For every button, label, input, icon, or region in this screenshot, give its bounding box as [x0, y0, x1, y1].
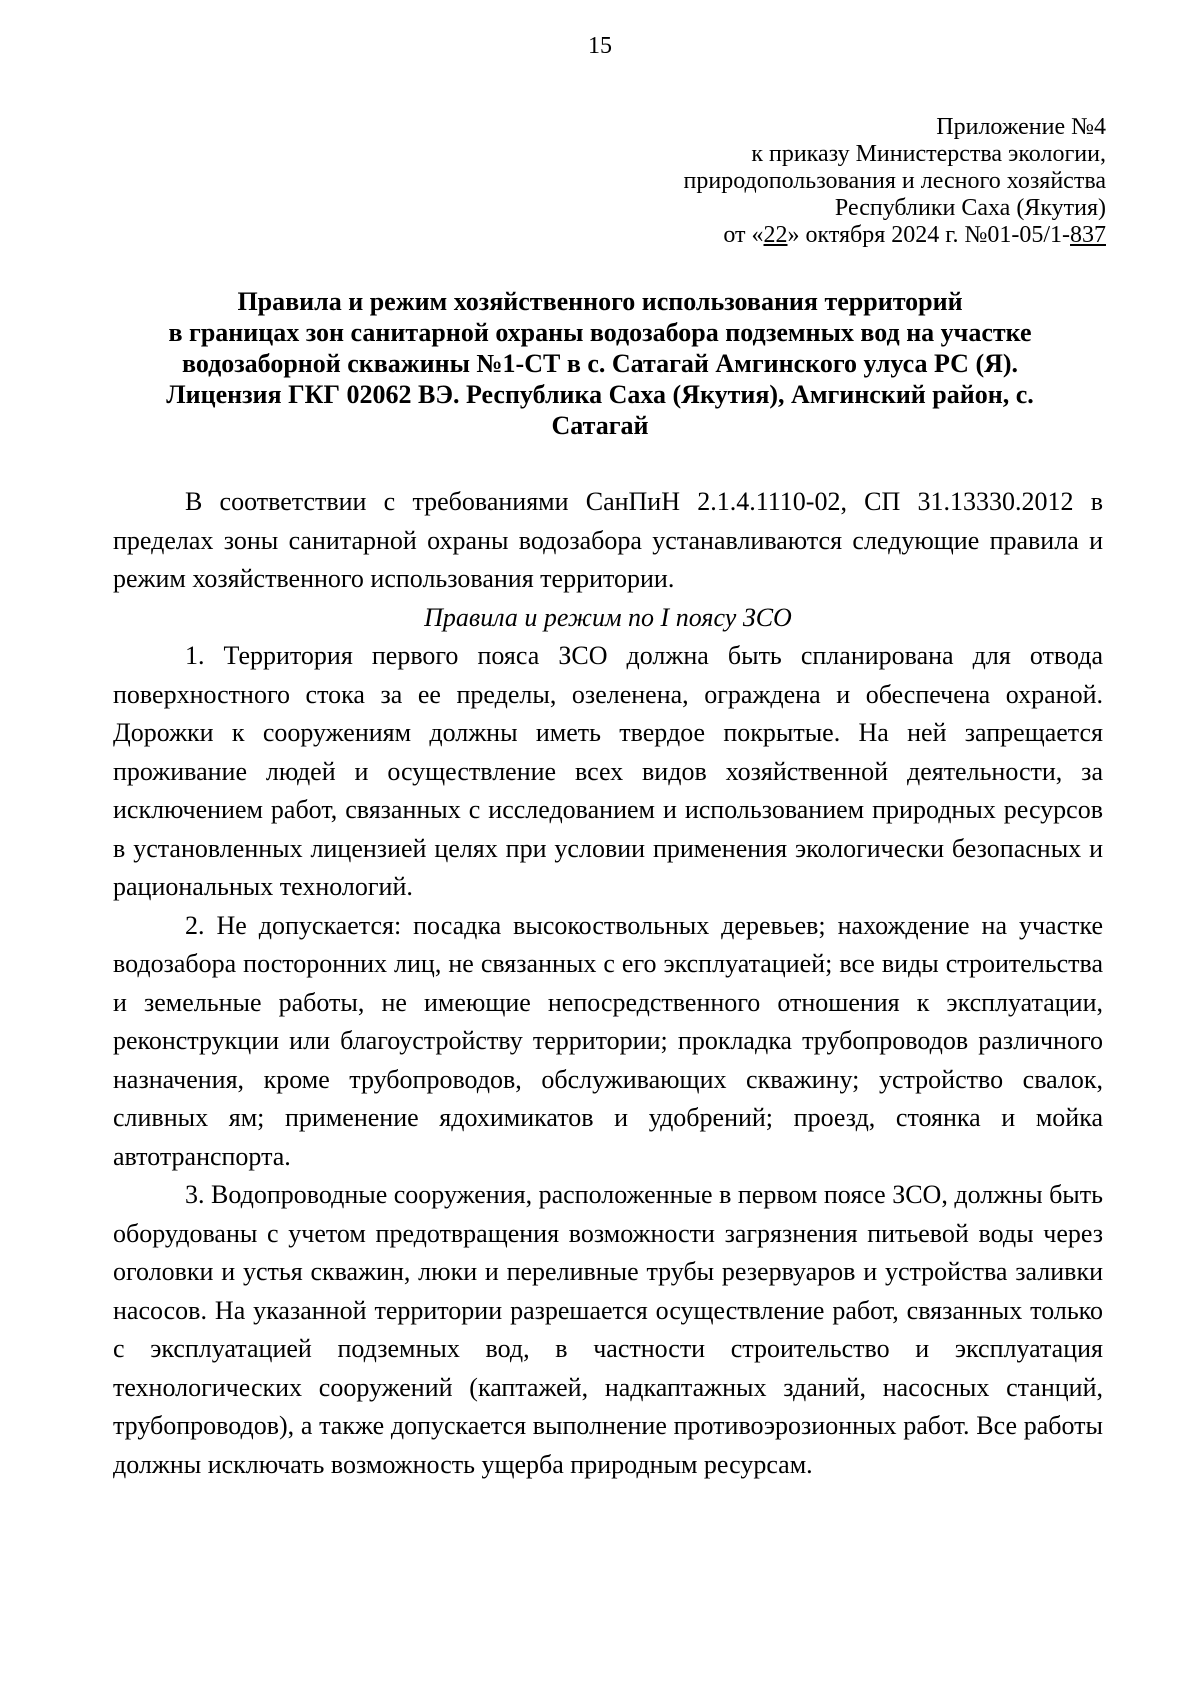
- date-prefix: от «: [723, 222, 764, 248]
- appendix-line: к приказу Министерства экологии,: [751, 141, 1106, 167]
- title-line: Лицензия ГКГ 02062 ВЭ. Республика Саха (Якутия), Амгинский район, с.: [166, 380, 1034, 409]
- document-body: [113, 483, 1103, 1484]
- appendix-date-line: [684, 222, 1106, 249]
- title-line: водозаборной скважины №1-СТ в с. Сатагай Амгинского улуса РС (Я).: [181, 349, 1019, 378]
- order-number: 837: [1070, 222, 1106, 248]
- order-day: 22: [763, 222, 788, 248]
- date-middle: » октября 2024 г. №01-05/1-: [787, 222, 1070, 248]
- document-title: [100, 286, 1100, 441]
- title-line: Сатагай: [551, 411, 649, 440]
- title-line: Правила и режим хозяйственного использования территорий: [237, 287, 963, 316]
- paragraph-1: 1. Территория первого пояса ЗСО должна быть спланирована для отвода поверхностного стока за ее пределы, озеленена, ограждена и обеспечена охраной. Дорожки к сооружениям должны иметь твердое покрытые. На ней запрещается проживание людей и осуществление всех видов хозяйственной деятельности, за исключением работ, связанных с исследованием и использованием природных ресурсов в установленных лицензией целях при условии применения экологически безопасных и рациональных технологий.: [113, 641, 1103, 901]
- intro-paragraph: В соответствии с требованиями СанПиН 2.1.4.1110-02, СП 31.13330.2012 в пределах зоны санитарной охраны водозабора устанавливаются следующие правила и режим хозяйственного использования территории.: [113, 487, 1103, 593]
- appendix-line: Приложение №4: [936, 114, 1106, 140]
- appendix-header: [684, 114, 1106, 249]
- page-number: 15: [588, 33, 612, 59]
- appendix-line: Республики Саха (Якутия): [834, 195, 1106, 221]
- appendix-line: природопользования и лесного хозяйства: [683, 168, 1106, 194]
- paragraph-2: 2. Не допускается: посадка высокоствольных деревьев; нахождение на участке водозабора посторонних лиц, не связанных с его эксплуатацией; все виды строительства и земельные работы, не имеющие непосредственного отношения к эксплуатации, реконструкции или благоустройству территории; прокладка трубопроводов различного назначения, кроме трубопроводов, обслуживающих скважину; устройство свалок, сливных ям; применение ядохимикатов и удобрений; проезд, стоянка и мойка автотранспорта.: [113, 910, 1103, 1171]
- section-heading: Правила и режим по I поясу ЗСО: [424, 602, 792, 632]
- paragraph-3: 3. Водопроводные сооружения, расположенные в первом поясе ЗСО, должны быть оборудованы с учетом предотвращения возможности загрязнения питьевой воды через оголовки и устья скважин, люки и переливные трубы резервуаров и устройства заливки насосов. На указанной территории разрешается осуществление работ, связанных только с эксплуатацией подземных вод, в частности строительство и эксплуатация технологических сооружений (каптажей, надкаптажных зданий, насосных станций, трубопроводов), а также допускается выполнение противоэрозионных работ. Все работы должны исключать возможность ущерба природным ресурсам.: [113, 1180, 1103, 1479]
- title-line: в границах зон санитарной охраны водозабора подземных вод на участке: [168, 318, 1032, 347]
